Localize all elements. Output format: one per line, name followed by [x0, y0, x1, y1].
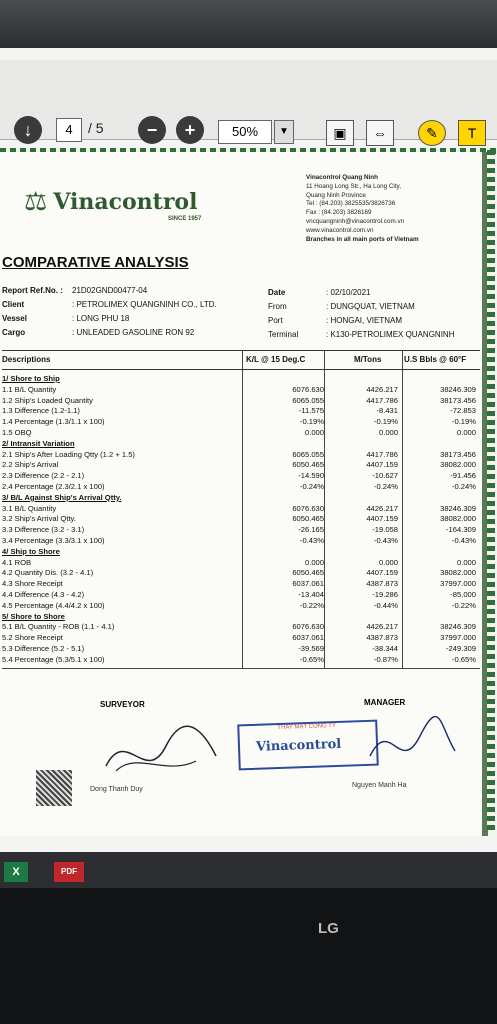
row-label: 1.5 OBQ	[2, 428, 32, 437]
row-value-bbl: -164.309	[446, 525, 476, 535]
row-value-bbl: -249.309	[446, 644, 476, 653]
document-title: COMPARATIVE ANALYSIS	[2, 254, 189, 271]
address-line: Fax : (84.203) 3826169	[306, 209, 372, 217]
surveyor-signature	[96, 716, 226, 786]
address-line: Branches in all main ports of Vietnam	[306, 235, 419, 243]
row-value-kl: 6050.465	[292, 514, 324, 524]
zoom-level-field[interactable]: 50%	[218, 120, 272, 144]
row-value-bbl: 38082.000	[440, 568, 476, 578]
prev-page-button[interactable]: ↓	[14, 116, 42, 144]
meta-label: From	[268, 302, 287, 311]
row-value-mt: 4417.786	[366, 395, 398, 405]
row-label: 4.3 Shore Receipt	[2, 579, 63, 589]
meta-value: : UNLEADED GASOLINE RON 92	[72, 328, 195, 337]
row-label: 2.2 Ship's Arrival	[2, 460, 59, 470]
row-value-mt: 4407.159	[366, 568, 398, 578]
row-label: 1.2 Ship's Loaded Quantity	[2, 395, 93, 405]
meta-label: Client	[2, 300, 25, 309]
row-value-kl: -0.65%	[299, 654, 324, 664]
table-row	[2, 644, 480, 654]
row-label: 2.3 Difference (2.2 - 2.1)	[2, 471, 85, 481]
row-value-bbl: -85.000	[450, 590, 476, 599]
comment-icon[interactable]: ✎	[418, 120, 446, 146]
row-value-mt: 4387.873	[366, 579, 398, 589]
row-value-mt: 4426.217	[366, 384, 398, 394]
table-row	[2, 590, 480, 600]
table-section-row	[2, 439, 480, 449]
row-value-bbl: -91.456	[450, 471, 476, 481]
row-value-kl: 6076.630	[292, 622, 324, 632]
table-section-row	[2, 493, 480, 503]
row-value-mt: -0.43%	[373, 536, 398, 545]
surveyor-name: Dong Thanh Duy	[90, 786, 143, 793]
row-value-mt: -0.87%	[373, 654, 398, 664]
document-border-right	[487, 150, 495, 830]
row-label: 2.4 Percentage (2.3/2.1 x 100)	[2, 482, 105, 491]
row-label: 3.4 Percentage (3.3/3.1 x 100)	[2, 536, 105, 545]
meta-value: : LONG PHU 18	[72, 314, 130, 323]
balance-scale-icon: ⚖	[24, 186, 48, 216]
row-label: 4.4 Difference (4.3 - 4.2)	[2, 590, 85, 599]
row-value-mt: 4407.159	[366, 514, 398, 524]
stamp-top-text: THAY MẶT CÔNG TY	[277, 723, 337, 732]
company-logo	[24, 186, 197, 217]
table-row	[2, 406, 480, 416]
monitor-bezel-top	[0, 0, 497, 52]
row-value-mt: -8.431	[376, 406, 398, 416]
fit-page-icon[interactable]: ▣	[326, 120, 354, 146]
table-row	[2, 601, 480, 611]
table-row	[2, 655, 480, 665]
row-value-bbl: 37997.000	[440, 633, 476, 643]
grid-bottom	[2, 668, 480, 669]
manager-name: Nguyen Manh Ha	[352, 782, 407, 789]
meta-value: : K130-PETROLIMEX QUANGNINH	[326, 330, 455, 339]
zoom-out-button[interactable]	[138, 116, 166, 144]
header-bbl: U.S Bbls @ 60°F	[404, 355, 467, 364]
row-label: 2/ Intransit Variation	[2, 438, 75, 448]
grid-col-1	[242, 350, 243, 668]
row-value-kl: 0.000	[304, 428, 324, 437]
table-section-row	[2, 612, 480, 622]
row-value-kl: 6037.061	[292, 579, 324, 589]
row-value-bbl: 38246.309	[440, 622, 476, 632]
row-label: 5.2 Shore Receipt	[2, 633, 63, 643]
meta-value: : 02/10/2021	[326, 288, 371, 297]
row-value-mt: 4407.159	[366, 460, 398, 470]
row-label: 3.1 B/L Quantity	[2, 503, 57, 513]
meta-label: Terminal	[268, 330, 299, 339]
row-label: 1/ Shore to Ship	[2, 374, 60, 383]
row-value-bbl: -0.43%	[451, 536, 476, 545]
logo-text: Vinacontrol	[53, 188, 198, 215]
table-row	[2, 471, 480, 481]
row-value-bbl: 0.000	[456, 428, 476, 437]
row-value-kl: 6050.465	[292, 460, 324, 470]
row-value-kl: -0.19%	[299, 417, 324, 427]
row-value-bbl: 38173.456	[440, 449, 476, 459]
pdf-label: PDF	[61, 867, 77, 876]
table-row	[2, 428, 480, 438]
table-row	[2, 514, 480, 524]
table-row	[2, 504, 480, 514]
row-value-mt: -19.286	[372, 590, 398, 599]
row-label: 4.5 Percentage (4.4/4.2 x 100)	[2, 600, 105, 610]
address-line: www.vinacontrol.com.vn	[306, 226, 374, 234]
table-section-row	[2, 374, 480, 384]
fit-width-icon[interactable]: ⇔	[366, 120, 394, 146]
text-tool-icon[interactable]: T	[458, 120, 486, 146]
row-value-mt: 4387.873	[366, 633, 398, 643]
table-row	[2, 385, 480, 395]
row-value-mt: -0.44%	[373, 600, 398, 610]
meta-label: Cargo	[2, 328, 26, 337]
row-value-kl: -0.43%	[299, 536, 324, 545]
row-value-kl: 6065.055	[292, 449, 324, 459]
row-value-kl: -14.590	[298, 471, 324, 481]
row-value-kl: 6050.465	[292, 568, 324, 578]
row-value-mt: -0.24%	[373, 482, 398, 491]
meta-label: Report Ref.No. :	[2, 286, 63, 295]
row-label: 1.3 Difference (1.2-1.1)	[2, 406, 80, 416]
table-row	[2, 482, 480, 492]
surveyor-label: SURVEYOR	[100, 700, 145, 709]
row-value-bbl: -0.22%	[451, 600, 476, 610]
meta-label: Date	[268, 288, 286, 297]
row-value-mt: 4417.786	[366, 449, 398, 459]
row-value-bbl: 37997.000	[440, 579, 476, 589]
row-value-mt: -10.627	[372, 471, 398, 481]
row-value-mt: 0.000	[378, 557, 398, 567]
address-line: 11 Hoang Long Str., Ha Long City,	[306, 182, 401, 190]
table-row	[2, 417, 480, 427]
monitor-brand: LG	[318, 920, 339, 937]
header-mt: M/Tons	[354, 355, 382, 364]
pdf-app-icon[interactable]	[54, 862, 84, 882]
company-address	[306, 174, 486, 244]
table-row	[2, 622, 480, 632]
row-label: 5.4 Percentage (5.3/5.1 x 100)	[2, 654, 105, 664]
table-row	[2, 633, 480, 643]
header-kl: K/L @ 15 Deg.C	[246, 355, 306, 364]
row-value-kl: -11.575	[298, 406, 324, 416]
header-descriptions: Descriptions	[2, 355, 51, 364]
meta-value: : PETROLIMEX QUANGNINH CO., LTD.	[72, 300, 217, 309]
monitor-bezel-bottom	[0, 888, 497, 1024]
row-value-kl: -0.22%	[299, 600, 324, 610]
row-label: 3.3 Difference (3.2 - 3.1)	[2, 525, 85, 535]
address-line: vncquangninh@vinacontrol.com.vn	[306, 217, 405, 225]
minus-icon: −	[146, 119, 158, 140]
table-row	[2, 536, 480, 546]
grid-col-3	[402, 350, 403, 668]
page-count: / 5	[88, 120, 104, 136]
row-value-mt: -19.058	[372, 525, 398, 535]
row-value-bbl: 38082.000	[440, 460, 476, 470]
row-label: 4.1 ROB	[2, 557, 32, 567]
row-value-kl: 6076.630	[292, 384, 324, 394]
address-line: Vinacontrol Quang Ninh	[306, 174, 378, 181]
row-value-kl: 0.000	[304, 557, 324, 567]
company-stamp	[237, 720, 379, 771]
row-value-bbl: 0.000	[456, 557, 476, 567]
row-label: 4/ Ship to Shore	[2, 546, 60, 556]
zoom-in-button[interactable]	[176, 116, 204, 144]
table-header	[2, 350, 480, 370]
meta-label: Vessel	[2, 314, 27, 323]
row-label: 1.4 Percentage (1.3/1.1 x 100)	[2, 417, 105, 427]
row-value-bbl: -0.24%	[451, 482, 476, 491]
row-value-mt: 4426.217	[366, 622, 398, 632]
qr-code	[36, 770, 72, 806]
excel-label: X	[12, 866, 20, 878]
table-row	[2, 568, 480, 578]
row-value-kl: -0.24%	[299, 482, 324, 491]
grid-col-2	[324, 350, 325, 668]
row-value-bbl: -0.65%	[451, 654, 476, 664]
row-value-mt: 4426.217	[366, 503, 398, 513]
row-value-kl: -26.165	[298, 525, 324, 535]
stamp-name: Vinacontrol	[255, 736, 342, 755]
table-row	[2, 525, 480, 535]
row-value-bbl: 38082.000	[440, 514, 476, 524]
table-row	[2, 396, 480, 406]
row-label: 2.1 Ship's After Loading Qtty (1.2 + 1.5)	[2, 449, 135, 459]
table-row	[2, 450, 480, 460]
row-value-mt: -38.344	[372, 644, 398, 653]
meta-value: : HONGAI, VIETNAM	[326, 316, 403, 325]
meta-value: 21D02GND00477-04	[72, 286, 148, 295]
row-value-bbl: 38246.309	[440, 384, 476, 394]
row-label: 5/ Shore to Shore	[2, 611, 65, 621]
plus-icon: +	[184, 119, 196, 140]
row-value-bbl: -0.19%	[451, 417, 476, 427]
table-row	[2, 460, 480, 470]
table-row	[2, 558, 480, 568]
page-number-input[interactable]: 4	[56, 118, 82, 142]
row-value-kl: 6076.630	[292, 503, 324, 513]
row-value-kl: -13.404	[298, 590, 324, 599]
row-label: 3.2 Ship's Arrival Qtty.	[2, 514, 76, 524]
table-row	[2, 579, 480, 589]
row-value-kl: 6037.061	[292, 633, 324, 643]
manager-label: MANAGER	[364, 698, 406, 707]
address-line: Quang Ninh Province	[306, 191, 366, 199]
row-label: 3/ B/L Against Ship's Arrival Qtty.	[2, 492, 122, 502]
row-label: 1.1 B/L Quantity	[2, 384, 57, 394]
row-value-bbl: -72.853	[450, 406, 476, 416]
meta-label: Port	[268, 316, 283, 325]
row-value-bbl: 38246.309	[440, 503, 476, 513]
zoom-dropdown-icon[interactable]: ▼	[274, 120, 294, 144]
row-label: 5.3 Difference (5.2 - 5.1)	[2, 644, 85, 653]
row-value-bbl: 38173.456	[440, 395, 476, 405]
table-section-row	[2, 547, 480, 557]
row-value-kl: -39.569	[298, 644, 324, 653]
row-value-mt: 0.000	[378, 428, 398, 437]
address-line: Tel : (84.203) 3825535/3826736	[306, 200, 396, 208]
excel-app-icon[interactable]	[4, 862, 28, 882]
row-value-kl: 6065.055	[292, 395, 324, 405]
meta-value: : DUNGQUAT, VIETNAM	[326, 302, 415, 311]
manager-signature	[360, 716, 460, 776]
row-label: 4.2 Quantity Dis. (3.2 - 4.1)	[2, 568, 94, 578]
row-label: 5.1 B/L Quantity - ROB (1.1 - 4.1)	[2, 622, 115, 632]
since-label: SINCE 1957	[168, 216, 202, 222]
row-value-mt: -0.19%	[373, 417, 398, 427]
